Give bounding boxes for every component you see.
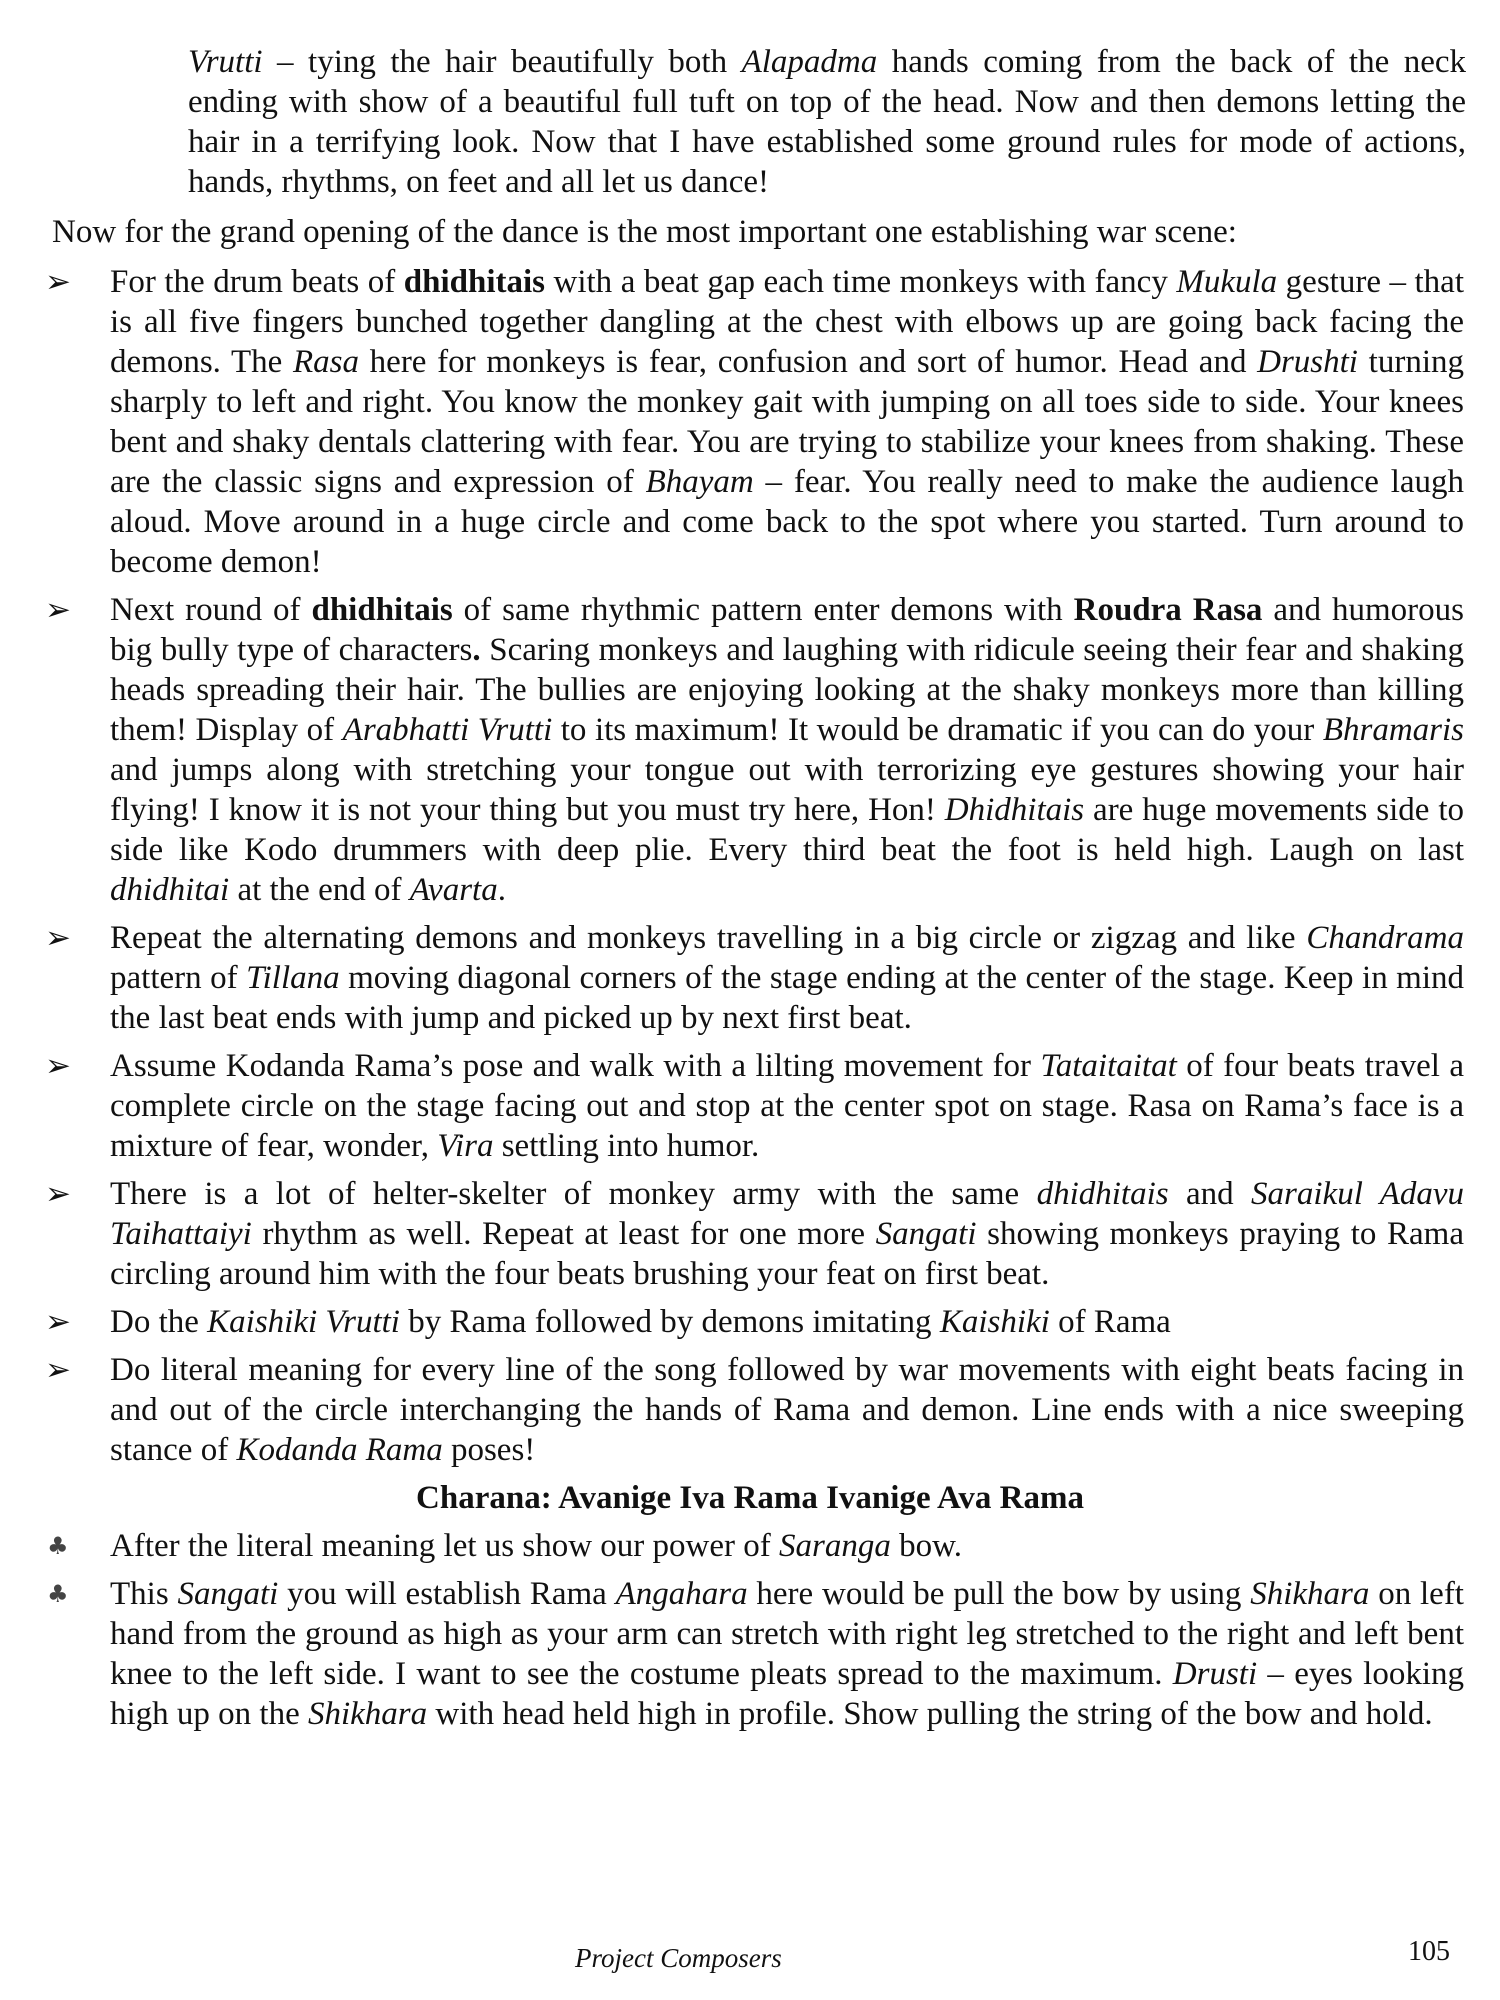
arrow-bullet-icon: ➢ xyxy=(45,1176,71,1212)
list-item xyxy=(0,1302,1500,1342)
footer-publisher: Project Composers xyxy=(575,1943,782,1973)
list-item xyxy=(0,1174,1500,1294)
intro-paragraph: Now for the grand opening of the dance is the most important one establishing war scene: xyxy=(52,214,1237,250)
club-bullet-icon: ♣ xyxy=(47,1532,69,1560)
term-vrutti: Vrutti xyxy=(188,44,263,80)
list-item-text: Do the Kaishiki Vrutti by Rama followed by demons imitating Kaishiki of Rama xyxy=(110,1304,1171,1340)
list-item xyxy=(0,590,1500,910)
list-item-text: For the drum beats of dhidhitais with a beat gap each time monkeys with fancy Mukula gesture – that is all five fingers bunched together dangling at the chest with elbows up are going back facing the demons. The Rasa here for monkeys is fear, confusion and sort of humor. Head and Drushti turning sharply to left and right. You know the monkey gait with jumping on all toes side to side. Your knees bent and shaky dentals clattering with fear. You are trying to stabilize your knees from shaking. These are the classic signs and expression of Bhayam – fear. You really need to make the audience laugh aloud. Move around in a huge circle and come back to the spot where you started. Turn around to become demon! xyxy=(110,264,1465,580)
list-item-text: This Sangati you will establish Rama Angahara here would be pull the bow by using Shikhara on left hand from the ground as high as your arm can stretch with right leg stretched to the right and left bent knee to the left side. I want to see the costume pleats spread to the maximum. Drusti – eyes looking high up on the Shikhara with head held high in profile. Show pulling the string of the bow and hold. xyxy=(110,1576,1464,1732)
list-item xyxy=(0,1574,1500,1734)
arrow-bullet-icon: ➢ xyxy=(45,920,71,956)
instruction-list xyxy=(0,262,1500,1742)
list-item-text: Repeat the alternating demons and monkeys travelling in a big circle or zigzag and like Chandrama pattern of Tillana moving diagonal corners of the stage ending at the center of the stage. Keep in mind the last beat ends with jump and picked up by next first beat. xyxy=(110,920,1465,1036)
continuation-paragraph: Vrutti – tying the hair beautifully both Alapadma hands coming from the back of the neck ending with show of a beautiful full tuft on top of the head. Now and then demons letting the hair in a terrifying look. Now that I have established some ground rules for mode of actions, hands, rhythms, on feet and all let us dance! xyxy=(188,44,1466,200)
section-heading: Charana: Avanige Iva Rama Ivanige Ava Rama xyxy=(416,1480,1084,1516)
arrow-bullet-icon: ➢ xyxy=(45,592,71,628)
arrow-bullet-icon: ➢ xyxy=(45,1048,71,1084)
list-item-text: Assume Kodanda Rama’s pose and walk with a lilting movement for Tataitaitat of four beats travel a complete circle on the stage facing out and stop at the center spot on stage. Rasa on Rama’s face is a mixture of fear, wonder, Vira settling into humor. xyxy=(110,1048,1464,1164)
arrow-bullet-icon: ➢ xyxy=(45,1352,71,1388)
list-item xyxy=(0,1350,1500,1470)
list-item-text: After the literal meaning let us show our power of Saranga bow. xyxy=(110,1528,963,1564)
list-item xyxy=(0,1526,1500,1566)
arrow-bullet-icon: ➢ xyxy=(45,1304,71,1340)
club-bullet-icon: ♣ xyxy=(47,1580,69,1608)
list-item-text: There is a lot of helter-skelter of monkey army with the same dhidhitais and Saraikul Adavu Taihattaiyi rhythm as well. Repeat at least for one more Sangati showing monkeys praying to Rama circling around him with the four beats brushing your feat on first beat. xyxy=(110,1176,1464,1292)
page-number: 105 xyxy=(1408,1936,1450,1967)
list-item-text: Do literal meaning for every line of the song followed by war movements with eight beats facing in and out of the circle interchanging the hands of Rama and demon. Line ends with a nice sweeping stance of Kodanda Rama poses! xyxy=(110,1352,1464,1468)
list-item xyxy=(0,262,1500,582)
term-alapadma: Alapadma xyxy=(741,44,878,80)
list-item xyxy=(0,1046,1500,1166)
list-item xyxy=(0,918,1500,1038)
arrow-bullet-icon: ➢ xyxy=(45,264,71,300)
list-item-text: Next round of dhidhitais of same rhythmic pattern enter demons with Roudra Rasa and humorous big bully type of characters. Scaring monkeys and laughing with ridicule seeing their fear and shaking heads spreading their hair. The bullies are enjoying looking at the shaky monkeys more than killing them! Display of Arabhatti Vrutti to its maximum! It would be dramatic if you can do your Bhramaris and jumps along with stretching your tongue out with terrorizing eye gestures showing your hair flying! I know it is not your thing but you must try here, Hon! Dhidhitais are huge movements side to side like Kodo drummers with deep plie. Every third beat the foot is held high. Laugh on last dhidhitai at the end of Avarta. xyxy=(110,592,1464,908)
